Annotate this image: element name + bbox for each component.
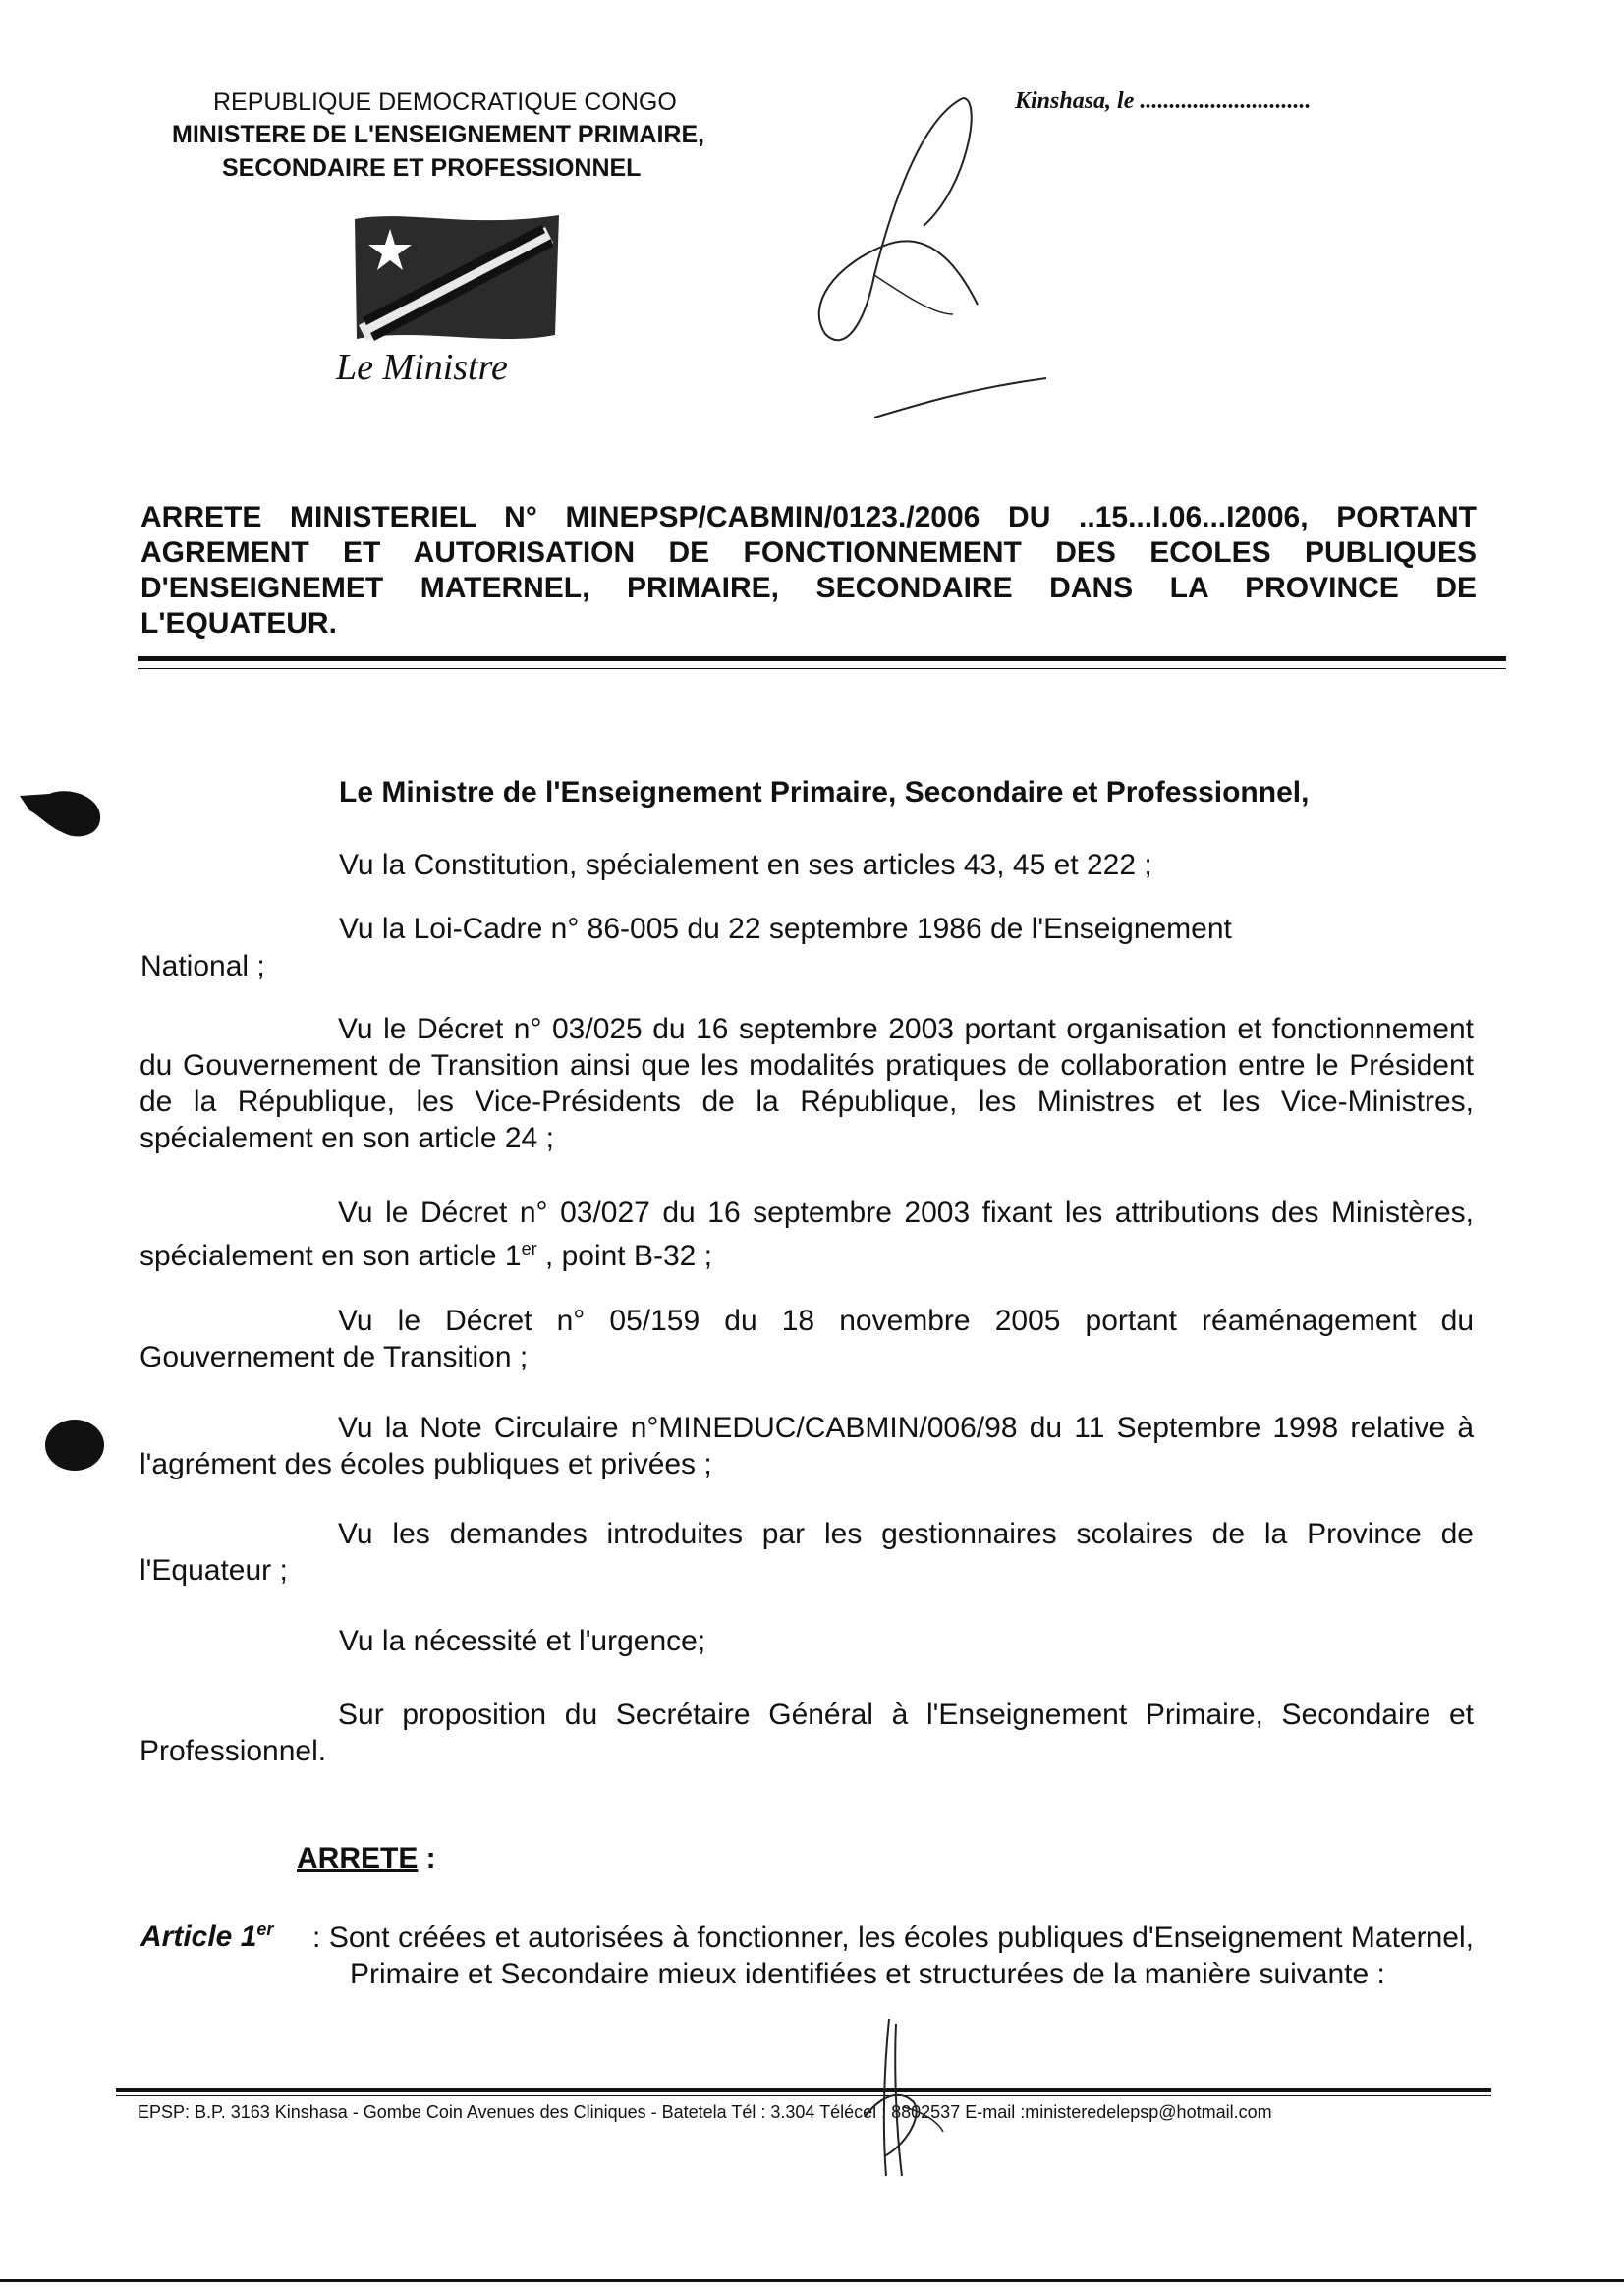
title-rule-thick [138,656,1506,661]
vu-demandes: Vu les demandes introduites par les gestionnaires scolaires de la Province de l'Equateur ; [140,1518,1474,1587]
initials-signature [845,2009,953,2186]
republic-name: REPUBLIQUE DEMOCRATIQUE CONGO [213,88,677,116]
ministry-line-2: SECONDAIRE ET PROFESSIONNEL [222,154,642,182]
page-bottom-edge [0,2279,1624,2282]
ink-blot-icon [37,1410,116,1478]
signatory-title: Le Ministre [336,347,508,388]
ministry-line-1: MINISTERE DE L'ENSEIGNEMENT PRIMAIRE, [172,121,705,148]
title-rule-thin [138,668,1506,669]
proposal: Sur proposition du Secrétaire Général à l'Enseignement Primaire, Secondaire et Professionnel. [140,1699,1474,1767]
footer-rule-thin [116,2095,1491,2096]
vu-loi-cadre-line1: Vu la Loi-Cadre n° 86-005 du 22 septembre 1986 de l'Enseignement [339,913,1232,945]
vu-decret-159: Vu le Décret n° 05/159 du 18 novembre 2005 portant réaménagement du Gouvernement de Transition ; [140,1305,1474,1373]
article-text: : Sont créées et autorisées à fonctionner, les écoles publiques d'Enseignement Maternel, Primaire et Secondaire mieux identifiées et structurées de la manière suivante : [312,1922,1474,1990]
vu-decret-027: Vu le Décret n° 03/027 du 16 septembre 2003 fixant les attributions des Ministères, spécialement en son article 1er , point B-32 ; [140,1197,1474,1272]
ink-blot-icon [10,776,108,845]
vu-necessite: Vu la nécessité et l'urgence; [339,1625,706,1657]
signature-scribble [776,79,1071,442]
place-date: Kinshasa, le ............................. [1015,88,1312,114]
vu-decret-025: Vu le Décret n° 03/025 du 16 septembre 2003 portant organisation et fonctionnement du Gouvernement de Transition ainsi que les modalités pratiques de collaboration entre le Président de la République, les Vice-Présidents de la République, les Ministres et les Vice-Ministres, spécialement en son article 24 ; [140,1013,1474,1154]
arrete-heading: ARRETE : [297,1842,436,1874]
vu-note-circulaire: Vu la Note Circulaire n°MINEDUC/CABMIN/006/98 du 11 Septembre 1998 relative à l'agrément des écoles publiques et privées ; [140,1412,1474,1480]
footer-address: EPSP: B.P. 3163 Kinshasa - Gombe Coin Avenues des Cliniques - Batetela Tél : 3.304 Télécel : 8802537 E-mail :ministeredelepsp@hotmail.com [138,2102,1272,2122]
vu-loi-cadre-line2: National ; [140,950,265,982]
decree-title: ARRETE MINISTERIEL N° MINEPSP/CABMIN/0123./2006 DU ..15...I.06...I2006, PORTANT AGREMENT ET AUTORISATION DE FONCTIONNEMENT DES ECOLES PUBLIQUES D'ENSEIGNEMET MATERNEL, PRIMAIRE, SECONDAIRE DANS LA PROVINCE DE L'EQUATEUR. [140,501,1477,640]
addressee: Le Ministre de l'Enseignement Primaire, Secondaire et Professionnel, [339,776,1310,809]
article-label: Article 1er [140,1920,274,1953]
vu-constitution: Vu la Constitution, spécialement en ses articles 43, 45 et 222 ; [339,849,1152,881]
footer-rule-thick [116,2088,1491,2092]
flag-emblem-icon [349,209,565,347]
